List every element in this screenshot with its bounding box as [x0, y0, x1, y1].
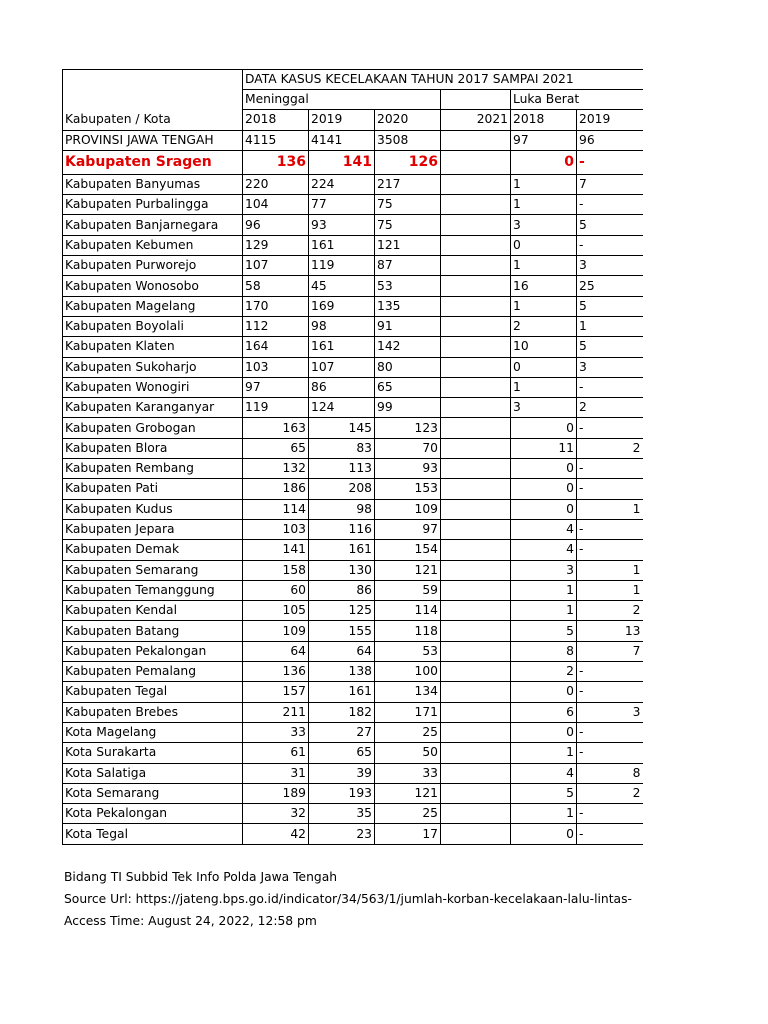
table-cell: [441, 130, 511, 150]
group-meninggal: Meninggal: [243, 90, 441, 110]
table-cell: 5: [511, 783, 577, 803]
region-name: Kabupaten Pati: [63, 479, 243, 499]
table-cell: 105: [243, 601, 309, 621]
region-name: Kabupaten Rembang: [63, 459, 243, 479]
table-row: [63, 621, 643, 641]
year-header: 2020: [375, 110, 441, 130]
table-row: [63, 174, 643, 194]
province-row: [63, 130, 643, 150]
table-cell: 4141: [309, 130, 375, 150]
region-name: Kabupaten Grobogan: [63, 418, 243, 438]
table-cell: 45: [309, 276, 375, 296]
table-cell: 3: [511, 398, 577, 418]
table-row: [63, 601, 643, 621]
table-cell: 35: [309, 804, 375, 824]
region-name: Kabupaten Temanggung: [63, 580, 243, 600]
table-cell: 31: [243, 763, 309, 783]
table-row: [63, 824, 643, 844]
table-row: [63, 296, 643, 316]
table-cell: 3: [577, 256, 643, 276]
table-cell: 4: [511, 540, 577, 560]
region-name: Kabupaten Brebes: [63, 702, 243, 722]
footer-credit: Bidang TI Subbid Tek Info Polda Jawa Tengah: [64, 870, 338, 884]
table-row: [63, 641, 643, 661]
region-name: Kabupaten Kebumen: [63, 235, 243, 255]
table-cell: 112: [243, 316, 309, 336]
table-cell: 124: [309, 398, 375, 418]
region-name: Kabupaten Demak: [63, 540, 243, 560]
region-name: Kabupaten Blora: [63, 438, 243, 458]
table-cell: -: [577, 195, 643, 215]
table-cell: 53: [375, 641, 441, 661]
table-cell: 77: [309, 195, 375, 215]
table-cell: 224: [309, 174, 375, 194]
table-cell: 3: [511, 560, 577, 580]
table-cell: 4: [511, 519, 577, 539]
table-cell: 141: [243, 540, 309, 560]
region-name: Kabupaten Semarang: [63, 560, 243, 580]
table-cell: 4115: [243, 130, 309, 150]
table-cell: [441, 377, 511, 397]
table-cell: 59: [375, 580, 441, 600]
table-cell: [441, 296, 511, 316]
table-cell: 7: [577, 641, 643, 661]
region-name: Kabupaten Boyolali: [63, 316, 243, 336]
table-cell: 155: [309, 621, 375, 641]
table-cell: [441, 357, 511, 377]
table-cell: [441, 235, 511, 255]
table-cell: 121: [375, 235, 441, 255]
table-cell: 123: [375, 418, 441, 438]
year-header: 2019: [577, 110, 643, 130]
table-cell: 97: [511, 130, 577, 150]
table-cell: -: [577, 540, 643, 560]
region-name: Kota Salatiga: [63, 763, 243, 783]
table-cell: 6: [511, 702, 577, 722]
table-row: [63, 337, 643, 357]
column-region-header: Kabupaten / Kota: [63, 110, 243, 130]
table-row: [63, 702, 643, 722]
table-cell: -: [577, 662, 643, 682]
table-cell: 91: [375, 316, 441, 336]
table-cell: 0: [511, 499, 577, 519]
table-cell: -: [577, 418, 643, 438]
table-cell: 129: [243, 235, 309, 255]
region-name: Kota Magelang: [63, 722, 243, 742]
table-cell: -: [577, 459, 643, 479]
table-cell: [441, 195, 511, 215]
group-luka-berat: Luka Berat: [511, 90, 643, 110]
region-name: Kabupaten Klaten: [63, 337, 243, 357]
table-row: [63, 256, 643, 276]
table-cell: 1: [511, 580, 577, 600]
table-cell: 3508: [375, 130, 441, 150]
table-cell: 33: [243, 722, 309, 742]
table-row: [63, 479, 643, 499]
region-name: Kabupaten Batang: [63, 621, 243, 641]
table-cell: 161: [309, 235, 375, 255]
table-cell: 1: [511, 256, 577, 276]
table-cell: 182: [309, 702, 375, 722]
table-cell: 0: [511, 150, 577, 174]
table-cell: [441, 601, 511, 621]
table-cell: -: [577, 150, 643, 174]
table-cell: -: [577, 377, 643, 397]
region-name: Kota Surakarta: [63, 743, 243, 763]
table-cell: 3: [511, 215, 577, 235]
table-cell: 33: [375, 763, 441, 783]
year-header: 2018: [243, 110, 309, 130]
table-cell: 11: [511, 438, 577, 458]
table-cell: 75: [375, 215, 441, 235]
table-cell: 193: [309, 783, 375, 803]
table-cell: 126: [375, 150, 441, 174]
table-cell: 0: [511, 459, 577, 479]
table-cell: 171: [375, 702, 441, 722]
table-cell: 134: [375, 682, 441, 702]
table-cell: [441, 560, 511, 580]
table-cell: [441, 519, 511, 539]
table-cell: 13: [577, 621, 643, 641]
province-name: PROVINSI JAWA TENGAH: [63, 130, 243, 150]
table-cell: 0: [511, 722, 577, 742]
table-cell: [441, 804, 511, 824]
table-cell: 121: [375, 560, 441, 580]
table-cell: 60: [243, 580, 309, 600]
table-cell: 5: [577, 296, 643, 316]
table-cell: -: [577, 804, 643, 824]
table-cell: 0: [511, 824, 577, 844]
table-cell: 58: [243, 276, 309, 296]
table-cell: [441, 743, 511, 763]
table-cell: -: [577, 743, 643, 763]
highlight-row: [63, 150, 643, 174]
table-cell: 98: [309, 499, 375, 519]
table-cell: 87: [375, 256, 441, 276]
table-row: [63, 743, 643, 763]
table-cell: [441, 459, 511, 479]
table-row: [63, 195, 643, 215]
table-cell: 158: [243, 560, 309, 580]
table-cell: 1: [511, 195, 577, 215]
table-cell: -: [577, 722, 643, 742]
table-row: [63, 438, 643, 458]
table-cell: 25: [375, 804, 441, 824]
table-cell: 217: [375, 174, 441, 194]
region-name: Kabupaten Pekalongan: [63, 641, 243, 661]
table-cell: 141: [309, 150, 375, 174]
table-row: [63, 662, 643, 682]
table-cell: 161: [309, 337, 375, 357]
table-cell: 86: [309, 377, 375, 397]
table-row: [63, 459, 643, 479]
table-row: [63, 804, 643, 824]
table-cell: 119: [243, 398, 309, 418]
table-cell: 220: [243, 174, 309, 194]
table-row: [63, 580, 643, 600]
table-cell: -: [577, 519, 643, 539]
table-cell: -: [577, 479, 643, 499]
table-cell: 97: [375, 519, 441, 539]
table-cell: 1: [511, 601, 577, 621]
table-row: [63, 499, 643, 519]
table-cell: 1: [577, 580, 643, 600]
table-cell: 8: [511, 641, 577, 661]
table-row: [63, 398, 643, 418]
table-cell: 5: [577, 215, 643, 235]
table-cell: 80: [375, 357, 441, 377]
table-cell: [441, 215, 511, 235]
table-row: [63, 783, 643, 803]
table-cell: 2: [577, 398, 643, 418]
table-cell: 118: [375, 621, 441, 641]
table-row: [63, 682, 643, 702]
table-cell: 42: [243, 824, 309, 844]
table-cell: 16: [511, 276, 577, 296]
region-name: Kabupaten Magelang: [63, 296, 243, 316]
table-cell: [441, 337, 511, 357]
region-name: Kabupaten Banjarnegara: [63, 215, 243, 235]
region-name: Kota Tegal: [63, 824, 243, 844]
table-cell: 65: [243, 438, 309, 458]
table-cell: 0: [511, 357, 577, 377]
table-cell: [441, 702, 511, 722]
table-cell: 145: [309, 418, 375, 438]
year-header: 2021: [441, 110, 511, 130]
table-cell: 99: [375, 398, 441, 418]
table-cell: 1: [577, 316, 643, 336]
table-cell: 70: [375, 438, 441, 458]
table-cell: 186: [243, 479, 309, 499]
region-name: Kota Semarang: [63, 783, 243, 803]
table-cell: 132: [243, 459, 309, 479]
region-name: Kabupaten Kendal: [63, 601, 243, 621]
table-row: [63, 722, 643, 742]
table-cell: [441, 398, 511, 418]
table-cell: [441, 641, 511, 661]
table-cell: 5: [577, 337, 643, 357]
region-name: Kabupaten Wonogiri: [63, 377, 243, 397]
table-cell: 113: [309, 459, 375, 479]
data-table-container: [62, 69, 642, 845]
table-cell: 3: [577, 702, 643, 722]
table-cell: 0: [511, 479, 577, 499]
table-cell: 211: [243, 702, 309, 722]
region-name: Kabupaten Kudus: [63, 499, 243, 519]
source-footer: [64, 866, 644, 932]
table-cell: 65: [375, 377, 441, 397]
table-cell: 32: [243, 804, 309, 824]
table-cell: 103: [243, 519, 309, 539]
table-cell: 153: [375, 479, 441, 499]
table-cell: 2: [577, 438, 643, 458]
table-cell: 0: [511, 418, 577, 438]
table-cell: 86: [309, 580, 375, 600]
table-cell: 161: [309, 540, 375, 560]
table-row: [63, 519, 643, 539]
year-header: 2018: [511, 110, 577, 130]
table-cell: 1: [577, 499, 643, 519]
table-cell: 169: [309, 296, 375, 316]
table-cell: 130: [309, 560, 375, 580]
table-cell: 208: [309, 479, 375, 499]
region-name: Kabupaten Wonosobo: [63, 276, 243, 296]
table-cell: 189: [243, 783, 309, 803]
table-row: [63, 235, 643, 255]
table-row: [63, 560, 643, 580]
table-cell: 5: [511, 621, 577, 641]
table-row: [63, 357, 643, 377]
table-cell: 136: [243, 662, 309, 682]
year-header: 2019: [309, 110, 375, 130]
table-cell: 119: [309, 256, 375, 276]
table-cell: 1: [577, 560, 643, 580]
table-title: DATA KASUS KECELAKAAN TAHUN 2017 SAMPAI 2021: [243, 70, 643, 90]
table-cell: 164: [243, 337, 309, 357]
table-cell: 125: [309, 601, 375, 621]
table-cell: [441, 580, 511, 600]
table-cell: [441, 540, 511, 560]
table-cell: -: [577, 682, 643, 702]
highlight-name: Kabupaten Sragen: [63, 150, 243, 174]
table-cell: 93: [309, 215, 375, 235]
table-cell: 100: [375, 662, 441, 682]
table-cell: 23: [309, 824, 375, 844]
table-cell: 61: [243, 743, 309, 763]
region-name: Kota Pekalongan: [63, 804, 243, 824]
table-cell: 2: [577, 601, 643, 621]
table-cell: 1: [511, 743, 577, 763]
region-name: Kabupaten Purworejo: [63, 256, 243, 276]
table-cell: 27: [309, 722, 375, 742]
table-cell: [441, 316, 511, 336]
region-name: Kabupaten Purbalingga: [63, 195, 243, 215]
table-cell: 163: [243, 418, 309, 438]
table-row: [63, 377, 643, 397]
table-cell: 1: [511, 377, 577, 397]
table-row: [63, 540, 643, 560]
table-cell: 170: [243, 296, 309, 316]
group-header-row: [63, 90, 643, 110]
table-cell: 17: [375, 824, 441, 844]
table-cell: 1: [511, 804, 577, 824]
region-name: Kabupaten Tegal: [63, 682, 243, 702]
table-cell: 8: [577, 763, 643, 783]
table-cell: -: [577, 824, 643, 844]
table-cell: 75: [375, 195, 441, 215]
table-cell: 121: [375, 783, 441, 803]
table-cell: 0: [511, 235, 577, 255]
table-cell: 0: [511, 682, 577, 702]
region-name: Kabupaten Sukoharjo: [63, 357, 243, 377]
table-cell: [441, 682, 511, 702]
table-cell: 93: [375, 459, 441, 479]
table-cell: [441, 824, 511, 844]
table-cell: 157: [243, 682, 309, 702]
table-cell: [441, 174, 511, 194]
table-cell: [441, 150, 511, 174]
footer-access-time: Access Time: August 24, 2022, 12:58 pm: [64, 914, 317, 928]
table-cell: 3: [577, 357, 643, 377]
accident-data-table: [62, 69, 643, 845]
table-cell: 104: [243, 195, 309, 215]
table-cell: 7: [577, 174, 643, 194]
table-cell: -: [577, 235, 643, 255]
table-cell: 109: [243, 621, 309, 641]
table-cell: [441, 621, 511, 641]
table-cell: 2: [511, 316, 577, 336]
table-cell: 135: [375, 296, 441, 316]
table-cell: [441, 662, 511, 682]
table-cell: 107: [243, 256, 309, 276]
table-cell: 154: [375, 540, 441, 560]
table-cell: [441, 276, 511, 296]
table-cell: 39: [309, 763, 375, 783]
table-cell: 4: [511, 763, 577, 783]
table-cell: [441, 722, 511, 742]
region-name: Kabupaten Banyumas: [63, 174, 243, 194]
year-header-row: [63, 110, 643, 130]
table-cell: 107: [309, 357, 375, 377]
table-row: [63, 418, 643, 438]
table-cell: 98: [309, 316, 375, 336]
table-cell: 2: [577, 783, 643, 803]
table-cell: 97: [243, 377, 309, 397]
table-cell: 1: [511, 296, 577, 316]
table-cell: 116: [309, 519, 375, 539]
table-cell: 96: [243, 215, 309, 235]
table-cell: 1: [511, 174, 577, 194]
table-cell: 103: [243, 357, 309, 377]
table-cell: [441, 499, 511, 519]
table-cell: 138: [309, 662, 375, 682]
table-cell: 10: [511, 337, 577, 357]
region-name: Kabupaten Pemalang: [63, 662, 243, 682]
table-cell: [441, 438, 511, 458]
table-cell: 25: [375, 722, 441, 742]
table-cell: 64: [243, 641, 309, 661]
table-cell: [441, 418, 511, 438]
region-name: Kabupaten Jepara: [63, 519, 243, 539]
table-cell: 2: [511, 662, 577, 682]
table-cell: 142: [375, 337, 441, 357]
table-cell: 161: [309, 682, 375, 702]
table-cell: [441, 783, 511, 803]
table-cell: 25: [577, 276, 643, 296]
table-cell: [441, 763, 511, 783]
title-row: [63, 70, 643, 90]
table-cell: 114: [375, 601, 441, 621]
table-cell: 136: [243, 150, 309, 174]
region-name: Kabupaten Karanganyar: [63, 398, 243, 418]
table-cell: 50: [375, 743, 441, 763]
table-cell: 114: [243, 499, 309, 519]
table-row: [63, 276, 643, 296]
table-cell: 65: [309, 743, 375, 763]
table-cell: [441, 256, 511, 276]
table-cell: 96: [577, 130, 643, 150]
table-cell: 53: [375, 276, 441, 296]
table-cell: 64: [309, 641, 375, 661]
footer-source-url[interactable]: Source Url: https://jateng.bps.go.id/indicator/34/563/1/jumlah-korban-kecelakaan-lalu-lintas-: [64, 892, 632, 906]
table-cell: 109: [375, 499, 441, 519]
table-cell: [441, 479, 511, 499]
table-row: [63, 763, 643, 783]
table-row: [63, 215, 643, 235]
table-row: [63, 316, 643, 336]
table-cell: 83: [309, 438, 375, 458]
